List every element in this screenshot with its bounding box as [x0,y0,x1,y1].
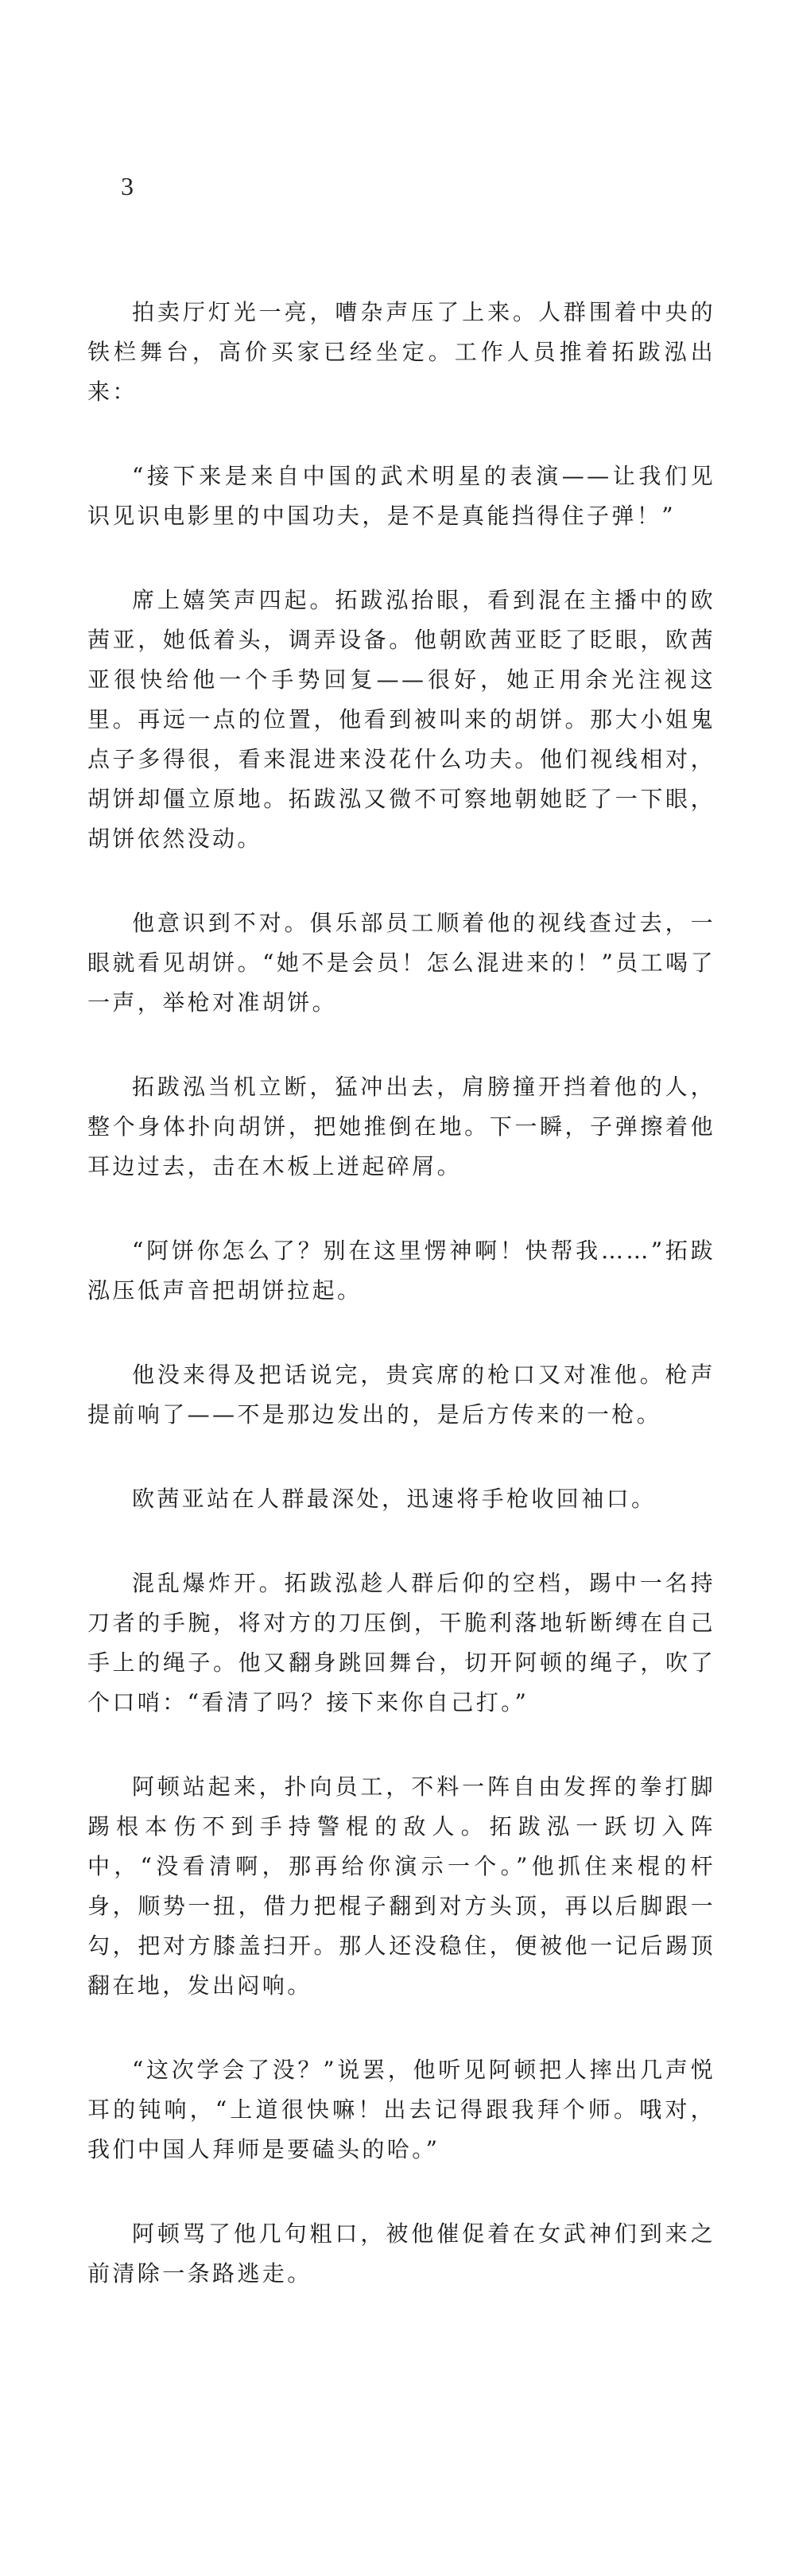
paragraph: “接下来是来自中国的武术明星的表演——让我们见识见识电影里的中国功夫，是不是真能挡得住子弹！” [87,463,716,529]
paragraph: 阿顿骂了他几句粗口，被他催促着在女武神们到来之前清除一条路逃走。 [87,2220,716,2287]
paragraph: 他没来得及把话说完，贵宾席的枪口又对准他。枪声提前响了——不是那边发出的，是后方传来的一枪。 [87,1362,716,1428]
chapter-number: 3 [121,172,134,200]
paragraph: 拓跋泓当机立断，猛冲出去，肩膀撞开挡着他的人，整个身体扑向胡饼，把她推倒在地。下一瞬，子弹擦着他耳边过去，击在木板上迸起碎屑。 [87,1074,716,1179]
paragraph: “阿饼你怎么了？别在这里愣神啊！快帮我……”拓跋泓压低声音把胡饼拉起。 [87,1237,716,1304]
paragraph: 他意识到不对。俱乐部员工顺着他的视线查过去，一眼就看见胡饼。“她不是会员！怎么混进来的！”员工喝了一声，举枪对准胡饼。 [87,910,716,1016]
paragraph: 混乱爆炸开。拓跋泓趁人群后仰的空档，踢中一名持刀者的手腕，将对方的刀压倒，干脆利落地斩断缚在自己手上的绳子。他又翻身跳回舞台，切开阿顿的绳子，吹了个口哨：“看清了吗？接下来你自己打。” [87,1570,716,1715]
paragraph: 席上嬉笑声四起。拓跋泓抬眼，看到混在主播中的欧茜亚，她低着头，调弄设备。他朝欧茜亚眨了眨眼，欧茜亚很快给他一个手势回复——很好，她正用余光注视这里。再远一点的位置，他看到被叫来的胡饼。那大小姐鬼点子多得很，看来混进来没花什么功夫。他们视线相对，胡饼却僵立原地。拓跋泓又微不可察地朝她眨了一下眼，胡饼依然没动。 [87,587,716,852]
paragraph: 欧茜亚站在人群最深处，迅速将手枪收回袖口。 [132,1486,657,1512]
paragraph: 阿顿站起来，扑向员工，不料一阵自由发挥的拳打脚踢根本伤不到手持警棍的敌人。拓跋泓一跃切入阵中，“没看清啊，那再给你演示一个。”他抓住来棍的杆身，顺势一扭，借力把棍子翻到对方头顶，再以后脚跟一勾，把对方膝盖扫开。那人还没稳住，便被他一记后踢顶翻在地，发出闷响。 [87,1774,716,1999]
paragraph: “这次学会了没？”说罢，他听见阿顿把人摔出几声悦耳的钝响，“上道很快嘛！出去记得跟我拜个师。哦对，我们中国人拜师是要磕头的哈。” [87,2057,716,2162]
paragraph: 拍卖厅灯光一亮，嘈杂声压了上来。人群围着中央的铁栏舞台，高价买家已经坐定。工作人员推着拓跋泓出来： [87,299,716,405]
chapter-body [87,293,716,2338]
